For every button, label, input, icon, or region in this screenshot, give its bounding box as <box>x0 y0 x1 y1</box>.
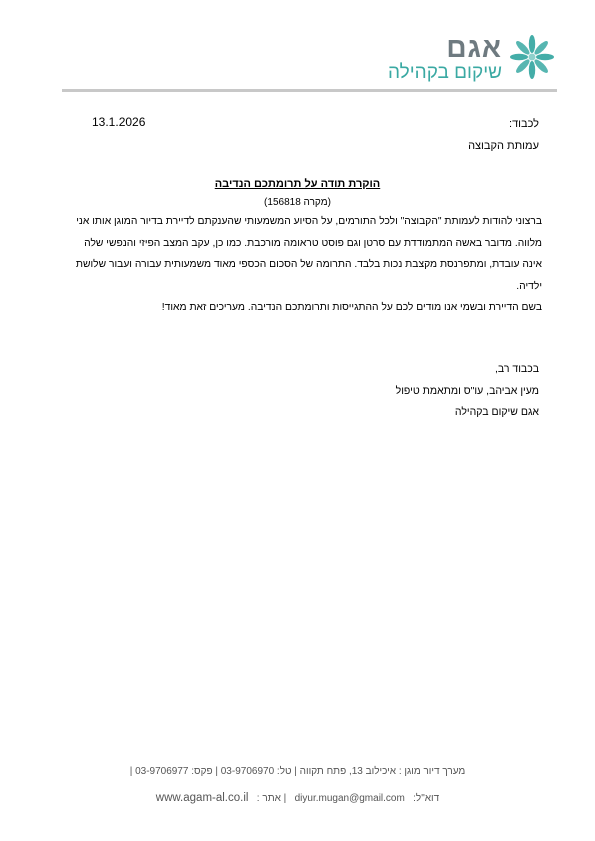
footer-address: מערך דיור מוגן : איכילוב 13, פתח תקווה | טל: 03-9706970 | פקס: 03-9706977 | <box>129 766 466 777</box>
brand-tagline: שיקום בקהילה <box>387 62 502 83</box>
closing-line: בכבוד רב, <box>494 363 539 375</box>
email-link[interactable]: diyur.mugan@gmail.com <box>294 793 405 804</box>
body-paragraph: ברצוני להודות לעמותת "הקבוצה" ולכל התורמים, על הסיוע המשמעותי שהענקתם לדיירת בדיור המוגן אותו אני מלווה. מדובר באשה המתמודדת עם סרטן וגם פוסט טראומה מורכבת. כמו כן, עקב המצב הפיזי והנפשי שלה אינה עובדת, ומתפרנסת מקצבת נכות בלבד. התרומה של הסכום הכספי מאוד משמעותית עבורה ועבור שלושת ילדיה. <box>75 216 542 292</box>
letter-date: 13.1.2026 <box>92 115 146 129</box>
email-label: דוא"ל: <box>413 793 440 804</box>
letter-body <box>66 211 542 319</box>
brand-name: אגם <box>446 32 502 63</box>
flower-logo-icon <box>510 30 555 85</box>
header-divider <box>62 89 557 92</box>
addressee-name: עמותת הקבוצה <box>468 140 539 152</box>
site-label: | אתר : <box>256 793 287 804</box>
signature-block <box>396 359 539 424</box>
website-link[interactable]: www.agam-al.co.il <box>155 792 249 804</box>
footer-contact <box>0 792 595 804</box>
signer-organization: אגם שיקום בקהילה <box>454 406 539 418</box>
logo <box>380 30 550 90</box>
letter-title: הוקרת תודה על תרומתכם הנדיבה <box>214 178 381 190</box>
addressee-block <box>468 116 539 160</box>
body-paragraph: בשם הדיירת ובשמי אנו מודים לכם על ההתגייסות ותרומתכם הנדיבה. מעריכים זאת מאוד! <box>161 302 542 313</box>
addressee-label: לכבוד: <box>509 118 539 130</box>
signer-name: מעין אביהב, עו"ס ומתאמת טיפול <box>395 384 539 397</box>
case-reference: (מקרה 156818) <box>264 197 331 208</box>
